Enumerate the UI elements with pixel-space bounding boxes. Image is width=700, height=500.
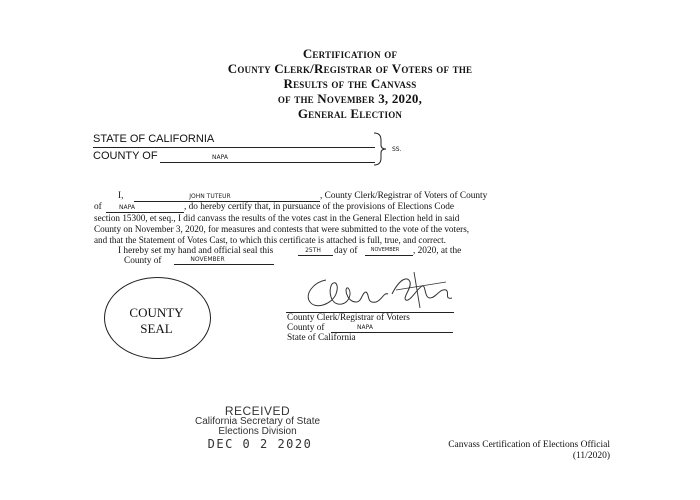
footer-line-1: Canvass Certification of Elections Official	[448, 440, 610, 450]
body-line1-post: , County Clerk/Registrar of Voters of County	[320, 191, 488, 201]
seal-line-1: COUNTY	[129, 305, 184, 320]
title-line-1: Certification of	[302, 46, 398, 61]
body-line3: section 15300, et seq., I did canvass the results of the votes cast in the General Election held in said	[94, 213, 460, 223]
stamp-date: DEC 0 2 2020	[207, 437, 313, 451]
footer-line-2: (11/2020)	[572, 451, 610, 461]
seal-county-pre: County of	[124, 256, 162, 266]
body-line2-pre: of	[94, 202, 102, 212]
stamp-line-3: Elections Division	[218, 426, 297, 437]
seal-line-2: SEAL	[140, 321, 173, 336]
title-line-5: General Election	[297, 106, 403, 121]
title-line-3: Results of the Canvass	[283, 76, 417, 91]
title-line-4: of the November 3, 2020,	[277, 91, 423, 106]
seal-line-post: , 2020, at the	[413, 246, 462, 256]
brace-icon	[372, 131, 388, 167]
title-line-2: County Clerk/Registrar of Voters of the	[227, 61, 473, 76]
day-underline	[298, 255, 333, 256]
signature-icon	[296, 268, 466, 318]
seal-month: NOVEMBER	[370, 247, 400, 253]
state-label: STATE OF CALIFORNIA	[93, 133, 215, 145]
county-value: NAPA	[212, 154, 228, 161]
seal-line-pre: I hereby set my hand and official seal this	[118, 246, 274, 256]
body-line5: and that the Statement of Votes Cast, to which this certificate is attached is full, true, and correct.	[94, 235, 446, 245]
month-underline	[365, 255, 413, 256]
stamp-received: RECEIVED	[224, 404, 291, 418]
seal-county-value: NOVEMBER	[190, 256, 225, 263]
seal-county-underline	[174, 264, 274, 265]
body-line4: County on November 3, 2020, for measures and contests that were submitted to the vote of the voters,	[94, 224, 470, 234]
signature-county-value: NAPA	[357, 324, 373, 331]
body-county: NAPA	[119, 204, 135, 211]
signature-line-1: County Clerk/Registrar of Voters	[287, 313, 410, 323]
state-underline	[93, 147, 375, 148]
stamp-line-2: California Secretary of State	[194, 416, 321, 427]
clerk-name: JOHN TUTEUR	[189, 193, 231, 200]
seal-day: 25TH	[305, 247, 321, 254]
signature-line-3: State of California	[287, 333, 356, 343]
signature-line-2-label: County of	[287, 323, 325, 333]
county-underline	[160, 162, 375, 163]
body-line2-post: , do hereby certify that, in pursuance of the provisions of Elections Code	[184, 202, 455, 212]
seal-line-mid: day of	[334, 246, 358, 256]
ss-label: SS.	[392, 146, 402, 153]
county-label: COUNTY OF	[93, 150, 158, 162]
body-line1-pre: I,	[118, 191, 124, 201]
